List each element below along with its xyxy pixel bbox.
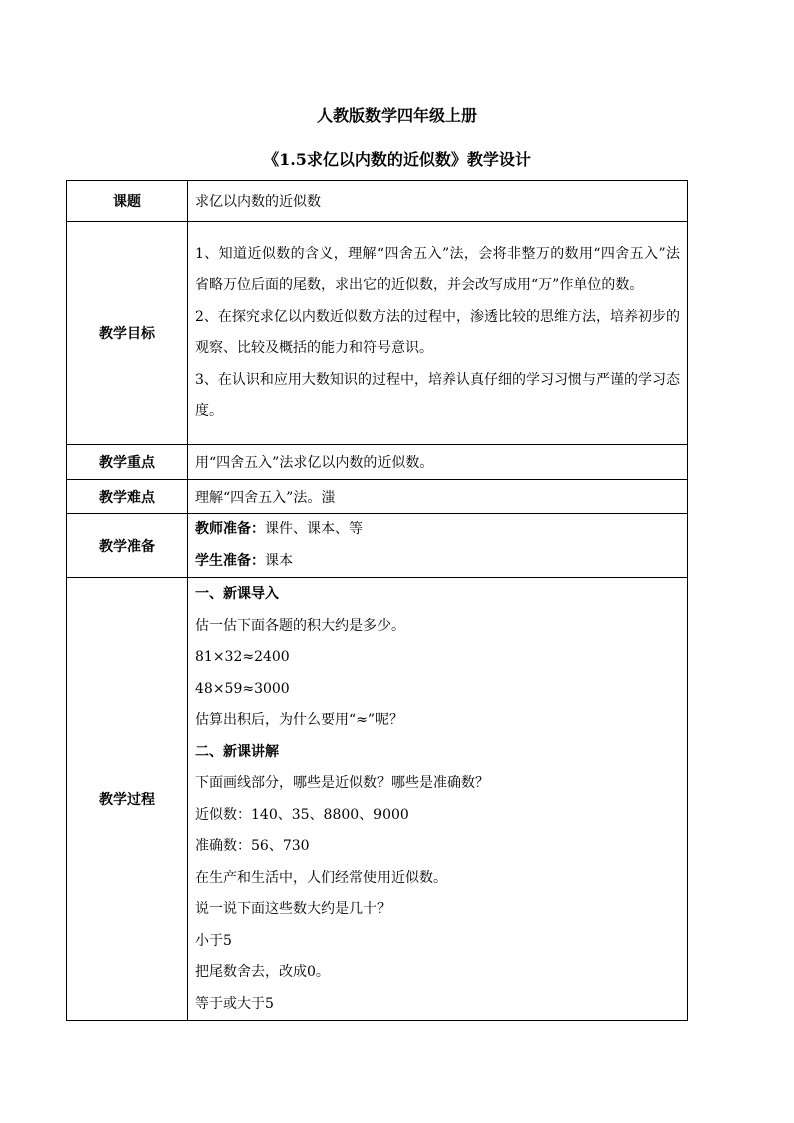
goal-item-2: 2、在探究求亿以内数近似数方法的过程中，渗透比较的思维方法，培养初步的观察、比较及概括的能力和符号意识。 (195, 308, 680, 356)
process-line: 小于5 (195, 932, 232, 949)
process-line: 等于或大于5 (195, 995, 274, 1012)
process-content (188, 578, 688, 1021)
key-points-label: 教学重点 (67, 445, 188, 480)
section-heading-new-lesson: 二、新课讲解 (195, 743, 279, 760)
table-row-process (67, 578, 688, 1021)
document-title: 人教版数学四年级上册 (316, 106, 477, 125)
process-line: 81×32≈2400 (195, 649, 290, 665)
preparation-label: 教学准备 (67, 514, 188, 578)
goal-item-1: 1、知道近似数的含义，理解“四舍五入”法，会将非整万的数用“四舍五入”法省略万位后面的尾数，求出它的近似数，并会改写成用“万”作单位的数。 (195, 245, 680, 293)
topic-label: 课题 (67, 181, 188, 222)
table-row-key-points (67, 445, 688, 480)
teacher-preparation-label: 教师准备： (195, 521, 265, 537)
student-preparation (195, 546, 680, 578)
goal-item-3: 3、在认识和应用大数知识的过程中，培养认真仔细的学习习惯与严谨的学习态度。 (195, 371, 680, 419)
difficulties-value: 理解“四舍五入”法。滍 (188, 480, 688, 514)
table-row-goals (67, 222, 688, 445)
table-row-topic (67, 181, 688, 222)
teacher-preparation-value: 课件、课本、等 (265, 521, 363, 537)
process-line: 48×59≈3000 (195, 680, 290, 697)
process-line: 下面画线部分，哪些是近似数？哪些是准确数？ (195, 775, 489, 791)
student-preparation-label: 学生准备： (195, 552, 265, 569)
goals-content (188, 222, 688, 445)
process-line: 说一说下面这些数大约是几十？ (195, 901, 391, 917)
teacher-preparation (195, 514, 680, 546)
topic-value: 求亿以内数的近似数 (188, 181, 688, 222)
preparation-content (188, 514, 688, 578)
difficulties-label: 教学难点 (67, 480, 188, 514)
key-points-value: 用“四舍五入”法求亿以内数的近似数。 (188, 445, 688, 480)
process-label: 教学过程 (67, 578, 188, 1021)
document-subtitle: 《1.5求亿以内数的近似数》教学设计 (263, 150, 531, 169)
table-row-difficulties (67, 480, 688, 514)
process-line: 把尾数舍去，改成0。 (195, 964, 330, 980)
goals-label: 教学目标 (67, 222, 188, 445)
process-line: 准确数：56、730 (195, 838, 310, 854)
lesson-plan-table (66, 180, 688, 1021)
student-preparation-value: 课本 (265, 552, 293, 569)
table-row-preparation (67, 514, 688, 578)
process-line: 近似数：140、35、8800、9000 (195, 806, 409, 823)
process-line: 估算出积后，为什么要用“≈”呢？ (195, 712, 404, 728)
section-heading-intro: 一、新课导入 (195, 586, 279, 602)
process-line: 估一估下面各题的积大约是多少。 (195, 617, 405, 634)
process-line: 在生产和生活中，人们经常使用近似数。 (195, 869, 447, 886)
